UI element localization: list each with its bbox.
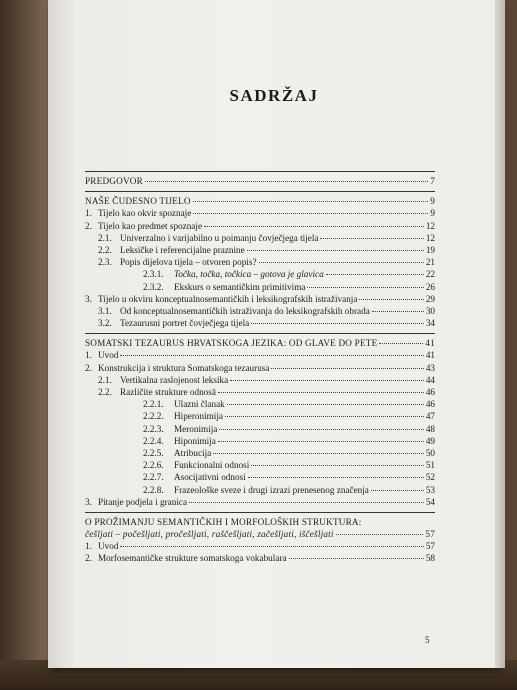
toc-entry-label: Tezaurusni portret čovječjega tijela bbox=[120, 318, 250, 329]
dot-leader bbox=[259, 262, 424, 263]
toc-entry-label: Ekskurs o semantičkim primitivima bbox=[174, 281, 306, 292]
dot-leader bbox=[204, 226, 424, 227]
dot-leader bbox=[379, 343, 423, 344]
toc-entry[interactable] bbox=[85, 496, 435, 508]
toc-entry-number: 2.2.1. bbox=[143, 399, 164, 410]
toc-entry[interactable] bbox=[85, 552, 435, 564]
dot-leader bbox=[218, 441, 424, 442]
toc-entry-number: 2.3.1. bbox=[143, 269, 164, 280]
toc-entry[interactable] bbox=[85, 293, 435, 305]
toc-entry-page: 51 bbox=[425, 460, 435, 471]
toc-entry-page: 26 bbox=[425, 281, 435, 292]
toc-entry-label: Hiperonimija bbox=[174, 411, 223, 422]
dot-leader bbox=[193, 201, 428, 202]
toc-section bbox=[85, 333, 435, 508]
toc-entry-label: Uvod bbox=[98, 541, 119, 552]
toc-entry-page: 12 bbox=[425, 220, 435, 231]
toc-entry-page: 43 bbox=[425, 362, 435, 373]
toc-entry-number: 2.2. bbox=[98, 244, 112, 255]
toc-entry-number: 2.3. bbox=[98, 257, 112, 268]
toc-entry-label: NAŠE ČUDESNO TIJELO bbox=[85, 196, 191, 207]
toc-entry-number: 2.1. bbox=[98, 374, 112, 385]
toc-section-heading: O PROŽIMANJU SEMANTIČKIH I MORFOLOŠKIH STRUKTURA: bbox=[85, 516, 362, 527]
toc-entry[interactable] bbox=[85, 244, 435, 256]
toc-entry[interactable] bbox=[85, 540, 435, 552]
toc-entry-label: Tijelo u okviru konceptualnosemantičkih i leksikografskih istraživanja bbox=[98, 293, 358, 304]
dot-leader bbox=[145, 181, 428, 182]
page-title: SADRŽAJ bbox=[229, 86, 319, 105]
toc-entry[interactable] bbox=[85, 374, 435, 386]
toc-entry-page: 9 bbox=[430, 208, 435, 219]
toc-entry-number: 2.1. bbox=[98, 232, 112, 243]
toc-entry-label: Asocijativni odnosi bbox=[174, 472, 246, 483]
dot-leader bbox=[247, 250, 424, 251]
toc-entry[interactable] bbox=[85, 435, 435, 447]
toc-entry[interactable] bbox=[85, 220, 435, 232]
toc-entry-number: 2.2.2. bbox=[143, 411, 164, 422]
dot-leader bbox=[320, 238, 423, 239]
toc-entry[interactable] bbox=[85, 362, 435, 374]
dot-leader bbox=[326, 274, 424, 275]
toc-entry-page: 46 bbox=[425, 399, 435, 410]
toc-entry-label: Frazeološke sveze i drugi izrazi prenesenog značenja bbox=[174, 484, 369, 495]
toc-entry-page: 46 bbox=[425, 387, 435, 397]
dot-leader bbox=[271, 368, 423, 369]
toc-entry-page: 58 bbox=[425, 553, 435, 564]
toc-entry-label: Vertikalna raslojenost leksika bbox=[120, 374, 229, 385]
dot-leader bbox=[307, 287, 423, 288]
toc-section-heading[interactable] bbox=[85, 195, 435, 207]
toc-entry-page: 9 bbox=[430, 196, 435, 207]
toc-entry-number: 2.2.7. bbox=[143, 472, 164, 483]
toc-entry[interactable] bbox=[85, 410, 435, 422]
toc-entry-page: 22 bbox=[425, 269, 435, 280]
dot-leader bbox=[120, 355, 423, 356]
toc-section bbox=[85, 191, 435, 329]
toc-entry-page: 57 bbox=[425, 529, 435, 540]
toc-entry-page: 41 bbox=[425, 350, 435, 361]
toc-entry-label: SOMATSKI TEZAURUS HRVATSKOGA JEZIKA: OD GLAVE DO PETE bbox=[85, 338, 378, 349]
toc-entry[interactable] bbox=[85, 484, 435, 496]
toc-entry-label: Leksičke i referencijalne praznine bbox=[120, 244, 245, 255]
toc-entry-label: češljati – počešljati, pročešljati, raščešljati, začešljati, iščešljati bbox=[85, 529, 334, 540]
toc-entry-number: 2. bbox=[85, 220, 92, 231]
toc-entry-number: 2.2.5. bbox=[143, 447, 164, 458]
dot-leader bbox=[336, 534, 424, 535]
toc-entry[interactable] bbox=[85, 232, 435, 244]
toc-entry-page: 54 bbox=[425, 496, 435, 507]
dot-leader bbox=[225, 416, 424, 417]
toc-entry-number: 2. bbox=[85, 362, 92, 373]
toc-entry-page: 30 bbox=[425, 305, 435, 316]
toc-entry-label: Uvod bbox=[98, 350, 119, 361]
toc-entry[interactable] bbox=[85, 423, 435, 435]
dot-leader bbox=[248, 477, 424, 478]
toc-entry-page: 49 bbox=[425, 435, 435, 446]
toc-entry-label: Točka, točka, točkica – gotova je glavica bbox=[174, 269, 324, 280]
toc-entry-page: 19 bbox=[425, 244, 435, 255]
toc-entry-number: 2.2.6. bbox=[143, 460, 164, 471]
toc-entry-number: 3.2. bbox=[98, 318, 112, 329]
toc-section-heading[interactable] bbox=[85, 175, 435, 187]
toc-entry-label: Tijelo kao okvir spoznaje bbox=[98, 208, 192, 219]
toc-entry-label: Konstrukcija i struktura Somatskoga tezaurusa bbox=[98, 362, 270, 373]
toc-entry-number: 2.3.2. bbox=[143, 281, 164, 292]
toc-entry-label: Hiponimija bbox=[174, 435, 216, 446]
toc-entry[interactable] bbox=[85, 281, 435, 293]
toc-entry-page: 47 bbox=[425, 411, 435, 422]
dot-leader bbox=[219, 429, 423, 430]
toc-entry-number: 3.1. bbox=[98, 305, 112, 316]
page-number: 5 bbox=[425, 635, 430, 645]
toc-entry-label: Popis dijelova tijela – otvoren popis? bbox=[120, 257, 257, 268]
toc-entry-page: 57 bbox=[425, 541, 435, 552]
toc-section bbox=[85, 171, 435, 187]
toc-entry-number: 3. bbox=[85, 496, 92, 507]
toc-entry[interactable] bbox=[85, 268, 435, 280]
dot-leader bbox=[359, 299, 423, 300]
toc-entry[interactable] bbox=[85, 386, 435, 398]
toc-entry-label: Različite strukture odnosā bbox=[120, 387, 216, 397]
toc-entry-number: 1. bbox=[85, 208, 92, 219]
toc-entry-label: PREDGOVOR bbox=[85, 176, 143, 186]
dot-leader bbox=[371, 490, 424, 491]
toc-entry-page: 21 bbox=[425, 257, 435, 268]
toc-entry-label: Univerzalno i varijabilno u poimanju čovječjega tijela bbox=[120, 232, 319, 243]
toc-entry[interactable] bbox=[85, 459, 435, 471]
toc-entry[interactable] bbox=[85, 256, 435, 268]
toc-entry-number: 3. bbox=[85, 293, 92, 304]
toc-entry-page: 34 bbox=[425, 318, 435, 329]
toc-entry[interactable] bbox=[85, 447, 435, 459]
toc-entry[interactable] bbox=[85, 349, 435, 361]
toc-entry-page: 52 bbox=[425, 472, 435, 483]
toc-entry-label: Pitanje podjela i granica bbox=[98, 496, 188, 507]
toc-section-heading[interactable] bbox=[85, 337, 435, 349]
dot-leader bbox=[251, 323, 424, 324]
toc-entry-number: 2.2. bbox=[98, 387, 112, 397]
toc-entry-number: 2.2.4. bbox=[143, 435, 164, 446]
toc-entry[interactable] bbox=[85, 398, 435, 410]
toc-entry-page: 29 bbox=[425, 293, 435, 304]
toc-entry-label: Atribucija bbox=[174, 447, 212, 458]
toc-entry-page: 48 bbox=[425, 423, 435, 434]
toc-entry-label: Ulazni članak bbox=[174, 399, 225, 410]
toc-entry-number: 2.2.3. bbox=[143, 423, 164, 434]
dot-leader bbox=[120, 546, 423, 547]
toc-entry-page: 44 bbox=[425, 374, 435, 385]
toc-entry-number: 2.2.8. bbox=[143, 484, 164, 495]
toc-entry[interactable] bbox=[85, 207, 435, 219]
dot-leader bbox=[213, 453, 424, 454]
toc-section bbox=[85, 512, 435, 565]
toc-entry-number: 2. bbox=[85, 553, 92, 564]
toc-entry-page: 7 bbox=[430, 176, 435, 186]
dot-leader bbox=[189, 502, 424, 503]
toc-entry-number: 1. bbox=[85, 541, 92, 552]
dot-leader bbox=[251, 465, 424, 466]
toc-entry-page: 41 bbox=[425, 338, 435, 349]
toc-entry-page: 50 bbox=[425, 447, 435, 458]
table-of-contents bbox=[85, 171, 435, 565]
dot-leader bbox=[289, 558, 424, 559]
dot-leader bbox=[227, 404, 424, 405]
toc-entry-page: 12 bbox=[425, 232, 435, 243]
toc-entry-label: Tijelo kao predmet spoznaje bbox=[98, 220, 203, 231]
toc-entry-label: Od konceptualnosemantičkih istraživanja do leksikografskih obrada bbox=[120, 305, 370, 316]
toc-entry-page: 53 bbox=[425, 484, 435, 495]
toc-entry-label: Meronimija bbox=[174, 423, 218, 434]
dot-leader bbox=[372, 311, 424, 312]
toc-entry[interactable] bbox=[85, 317, 435, 329]
toc-entry-label: Morfosemantičke strukture somatskoga vokabulara bbox=[98, 553, 287, 564]
dot-leader bbox=[230, 380, 424, 381]
dot-leader bbox=[218, 392, 424, 393]
toc-entry[interactable] bbox=[85, 305, 435, 317]
dot-leader bbox=[193, 213, 428, 214]
toc-section-heading[interactable] bbox=[85, 528, 435, 540]
toc-entry-label: Funkcionalni odnosi bbox=[174, 460, 250, 471]
toc-entry-number: 1. bbox=[85, 350, 92, 361]
toc-entry[interactable] bbox=[85, 471, 435, 483]
